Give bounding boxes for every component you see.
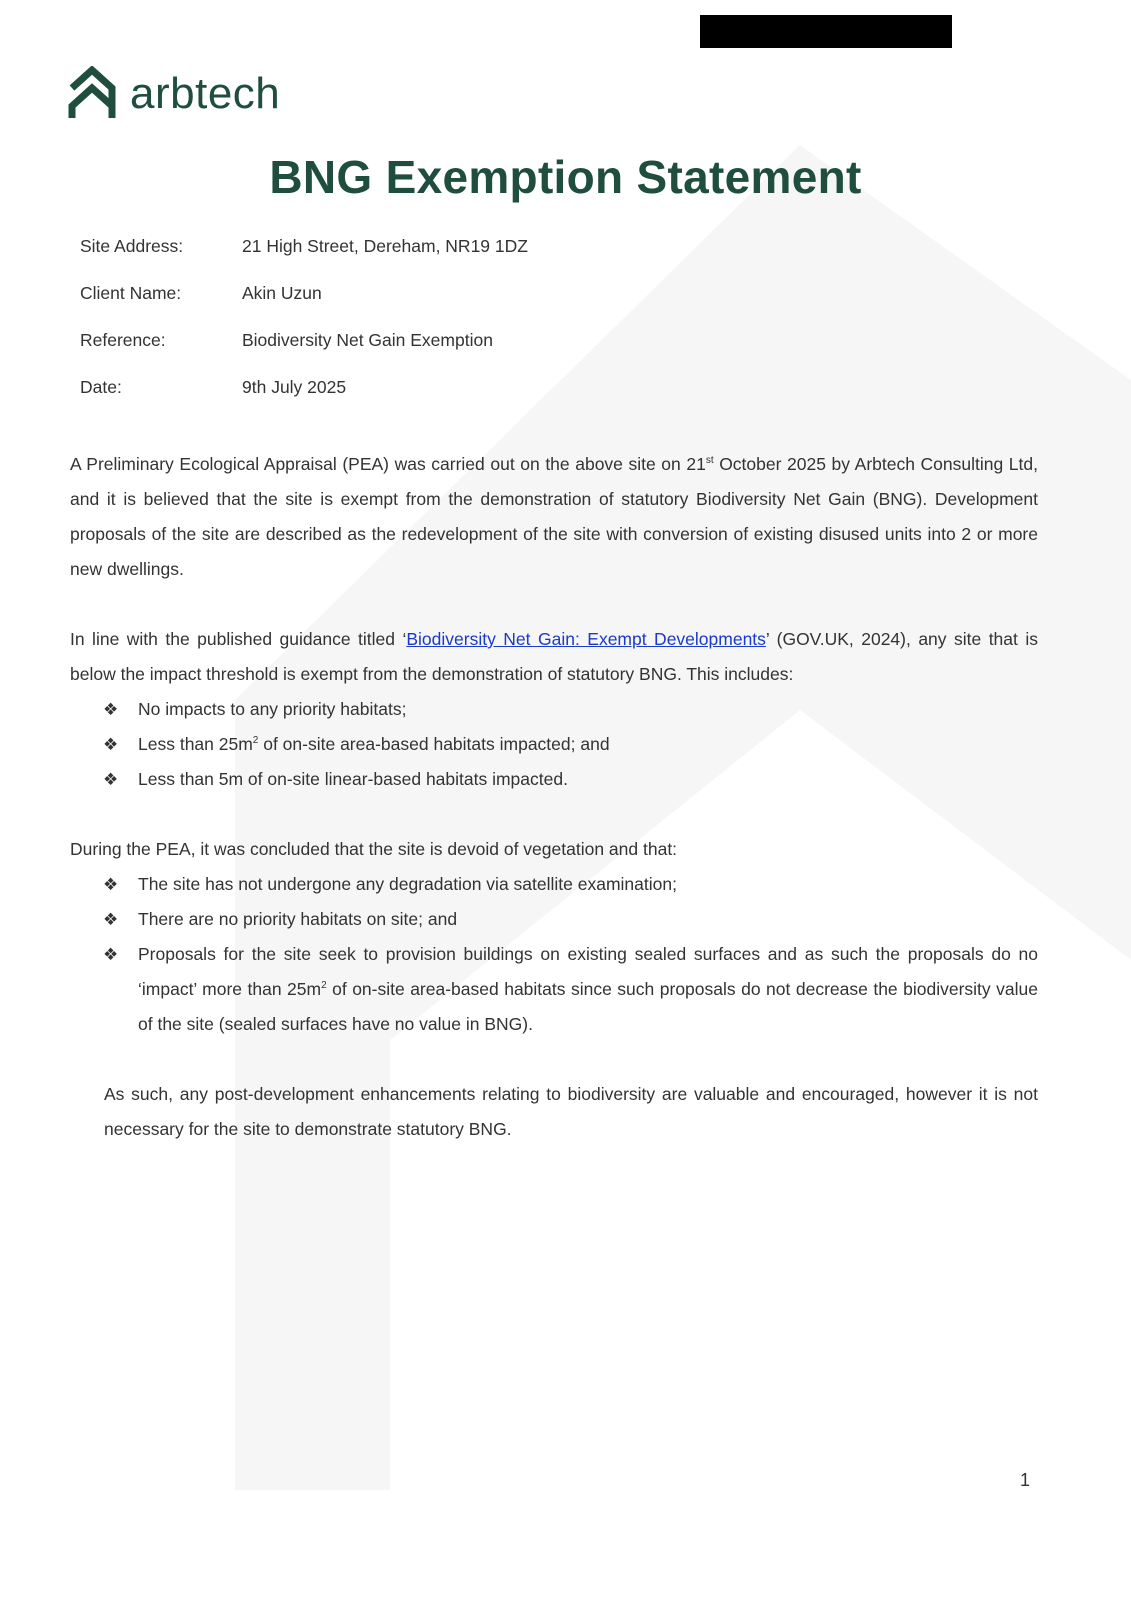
list-item-text: Less than 5m of on-site linear-based habitats impacted. <box>138 769 568 789</box>
site-address-row <box>80 236 528 283</box>
site-address-label: Site Address: <box>80 236 184 256</box>
paragraph-text: In line with the published guidance titled ‘ <box>70 629 407 649</box>
date-label: Date: <box>80 377 122 397</box>
diamond-bullet-icon: ❖ <box>103 875 119 894</box>
diamond-bullet-icon: ❖ <box>103 770 119 789</box>
paragraph-closing: As such, any post-development enhancements relating to biodiversity are valuable and encouraged, however it is not necessary for the site to demonstrate statutory BNG. <box>104 1084 1038 1139</box>
list-item <box>70 937 1038 1042</box>
site-details-table <box>80 236 528 424</box>
paragraph-text: October 2025 by Arbtech Consulting Ltd, and it is believed that the site is exempt from the demonstration of statutory Biodiversity Net Gain (BNG). Development proposals of the site are described as the redevelopment of the site with conversion of existing disused units into 2 or more new dwellings. <box>70 454 1039 579</box>
redaction-bar <box>700 15 952 48</box>
paragraph-pea-summary <box>70 447 1038 587</box>
client-name-row <box>80 283 528 330</box>
ordinal-superscript: st <box>705 455 714 467</box>
list-item <box>70 727 1038 762</box>
list-item <box>70 867 1038 902</box>
list-item-text: The site has not undergone any degradation via satellite examination; <box>138 874 677 894</box>
list-item-text: Proposals for the site seek to provision buildings on existing sealed surfaces and as such the proposals do no ‘impact’ more than 25m <box>138 944 1038 999</box>
list-item-text: of on-site area-based habitats impacted; and <box>258 734 610 754</box>
logo-text: arbtech <box>130 69 281 118</box>
diamond-bullet-icon: ❖ <box>103 735 119 754</box>
client-name-value: Akin Uzun <box>242 283 322 303</box>
exempt-developments-link[interactable]: Biodiversity Net Gain: Exempt Developments <box>406 629 766 649</box>
date-row <box>80 377 528 424</box>
reference-label: Reference: <box>80 330 166 350</box>
page-title: BNG Exemption Statement <box>269 151 862 203</box>
arbtech-logo <box>68 66 280 122</box>
reference-value: Biodiversity Net Gain Exemption <box>242 330 493 350</box>
page-number: 1 <box>1020 1470 1031 1490</box>
paragraph-text: ’ (GOV.UK, 2024), any site that is below the impact threshold is exempt from the demonstration of statutory BNG. This includes: <box>70 629 1038 684</box>
list-item-text: No impacts to any priority habitats; <box>138 699 407 719</box>
paragraph-text: A Preliminary Ecological Appraisal (PEA) was carried out on the above site on 21 <box>70 454 706 474</box>
reference-row <box>80 330 528 377</box>
diamond-bullet-icon: ❖ <box>103 700 119 719</box>
guidance-intro <box>70 622 1038 692</box>
squared-superscript: 2 <box>252 735 259 747</box>
paragraph-guidance <box>70 622 1038 797</box>
list-item <box>70 762 1038 797</box>
squared-superscript: 2 <box>321 980 327 992</box>
list-item-text: of on-site area-based habitats since such proposals do not decrease the biodiversity value of the site (sealed surfaces have no value in BNG). <box>138 979 1038 1034</box>
arbtech-house-chevron-icon <box>68 66 116 122</box>
list-item-text: Less than 25m <box>138 734 253 754</box>
list-item-text: There are no priority habitats on site; and <box>138 909 458 929</box>
list-item <box>70 902 1038 937</box>
diamond-bullet-icon: ❖ <box>103 945 119 964</box>
list-item <box>70 692 1038 727</box>
site-address-value: 21 High Street, Dereham, NR19 1DZ <box>242 236 528 256</box>
threshold-bullet-list <box>70 692 1038 797</box>
date-value: 9th July 2025 <box>242 377 347 397</box>
paragraph-pea-conclusion <box>70 832 1038 1042</box>
diamond-bullet-icon: ❖ <box>103 910 119 929</box>
client-name-label: Client Name: <box>80 283 182 303</box>
conclusion-intro: During the PEA, it was concluded that the site is devoid of vegetation and that: <box>70 839 678 859</box>
conclusion-bullet-list <box>70 867 1038 1042</box>
